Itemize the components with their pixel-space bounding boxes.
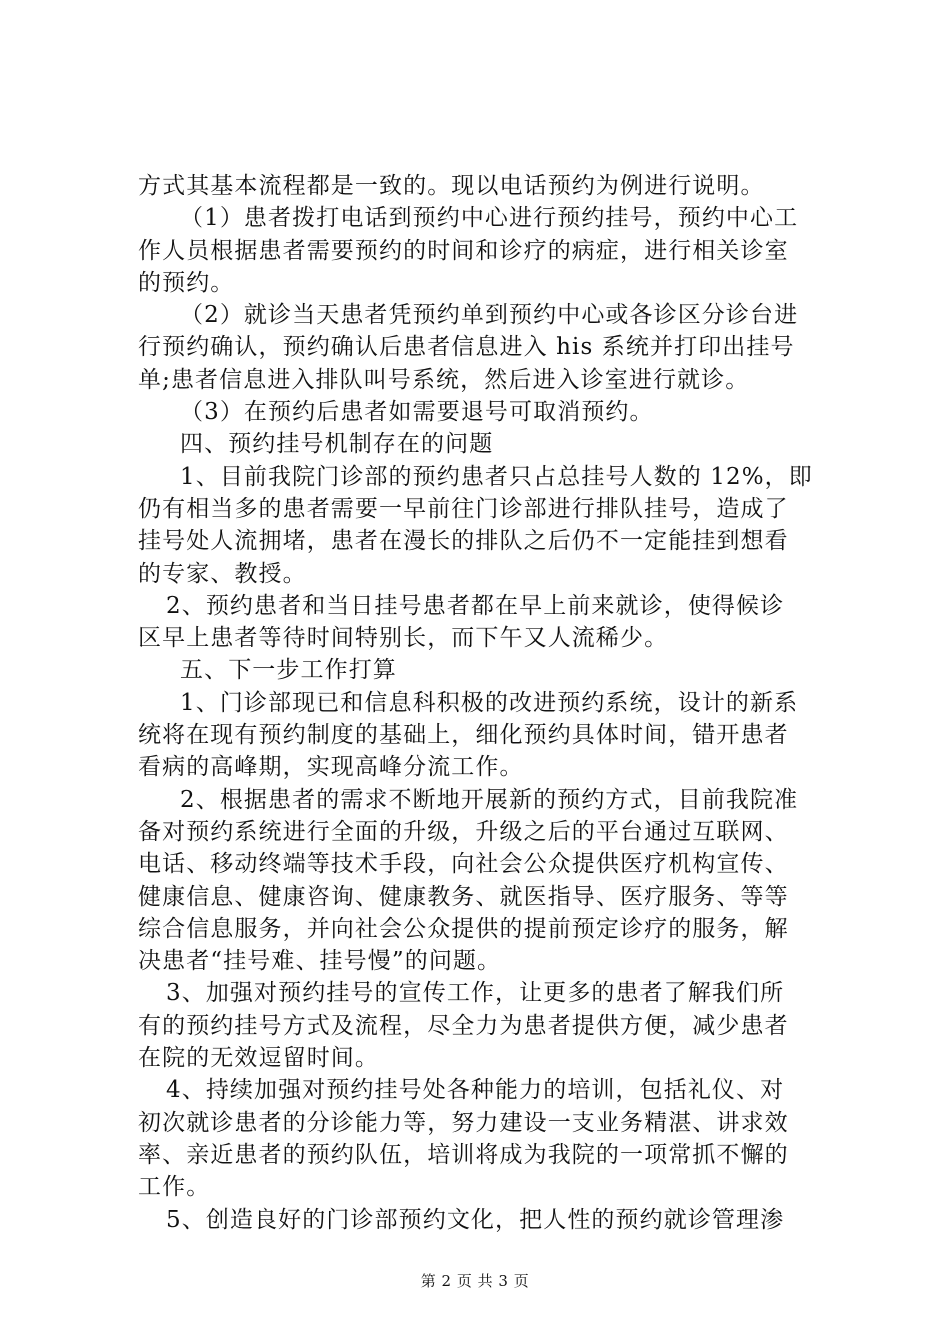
text-line: 作人员根据患者需要预约的时间和诊疗的病症，进行相关诊室 bbox=[138, 237, 789, 264]
text-line: 有的预约挂号方式及流程，尽全力为患者提供方便，减少患者 bbox=[138, 1012, 789, 1039]
text-line: 单;患者信息进入排队叫号系统，然后进入诊室进行就诊。 bbox=[138, 366, 750, 393]
text-line: 五、下一步工作打算 bbox=[180, 657, 397, 684]
page-footer: 第 2 页 共 3 页 bbox=[420, 1272, 530, 1290]
document-body bbox=[138, 170, 833, 1236]
text-line: 电话、移动终端等技术手段，向社会公众提供医疗机构宣传、 bbox=[138, 851, 789, 878]
text-line: 1、目前我院门诊部的预约患者只占总挂号人数的 12%，即 bbox=[180, 463, 813, 490]
text-line: 行预约确认，预约确认后患者信息进入 his 系统并打印出挂号 bbox=[138, 334, 795, 361]
text-line: （1）患者拨打电话到预约中心进行预约挂号，预约中心工 bbox=[180, 205, 799, 232]
text-line: 的专家、教授。 bbox=[138, 560, 307, 587]
text-line: 健康信息、健康咨询、健康教务、就医指导、医疗服务、等等 bbox=[138, 883, 789, 910]
text-line: 综合信息服务，并向社会公众提供的提前预定诊疗的服务，解 bbox=[138, 915, 789, 942]
text-line: 2、根据患者的需求不断地开展新的预约方式，目前我院准 bbox=[180, 786, 799, 813]
text-line: 四、预约挂号机制存在的问题 bbox=[180, 431, 494, 458]
text-line: 4、持续加强对预约挂号处各种能力的培训，包括礼仪、对 bbox=[166, 1077, 785, 1104]
text-line: 看病的高峰期，实现高峰分流工作。 bbox=[138, 754, 524, 781]
text-line: 1、门诊部现已和信息科积极的改进预约系统，设计的新系 bbox=[180, 689, 799, 716]
text-line: 仍有相当多的患者需要一早前往门诊部进行排队挂号，造成了 bbox=[138, 495, 789, 522]
text-line: 的预约。 bbox=[138, 269, 235, 296]
text-line: 工作。 bbox=[138, 1174, 211, 1201]
text-line: 备对预约系统进行全面的升级，升级之后的平台通过互联网、 bbox=[138, 818, 789, 845]
text-line: 区早上患者等待时间特别长，而下午又人流稀少。 bbox=[138, 625, 669, 652]
text-line: 率、亲近患者的预约队伍，培训将成为我院的一项常抓不懈的 bbox=[138, 1141, 789, 1168]
text-line: 2、预约患者和当日挂号患者都在早上前来就诊，使得候诊 bbox=[166, 592, 785, 619]
text-line: 5、创造良好的门诊部预约文化，把人性的预约就诊管理渗 bbox=[166, 1206, 785, 1233]
text-line: 3、加强对预约挂号的宣传工作，让更多的患者了解我们所 bbox=[166, 980, 785, 1007]
text-line: 在院的无效逗留时间。 bbox=[138, 1045, 379, 1072]
text-line: 初次就诊患者的分诊能力等，努力建设一支业务精湛、讲求效 bbox=[138, 1109, 789, 1136]
text-line: （2）就诊当天患者凭预约单到预约中心或各诊区分诊台进 bbox=[180, 302, 799, 329]
text-line: 方式其基本流程都是一致的。现以电话预约为例进行说明。 bbox=[138, 173, 765, 199]
text-line: 挂号处人流拥堵，患者在漫长的排队之后仍不一定能挂到想看 bbox=[138, 528, 789, 555]
text-line: （3）在预约后患者如需要退号可取消预约。 bbox=[180, 399, 654, 426]
text-line: 统将在现有预约制度的基础上，细化预约具体时间，错开患者 bbox=[138, 722, 789, 749]
text-line: 决患者“挂号难、挂号慢”的问题。 bbox=[138, 948, 502, 975]
